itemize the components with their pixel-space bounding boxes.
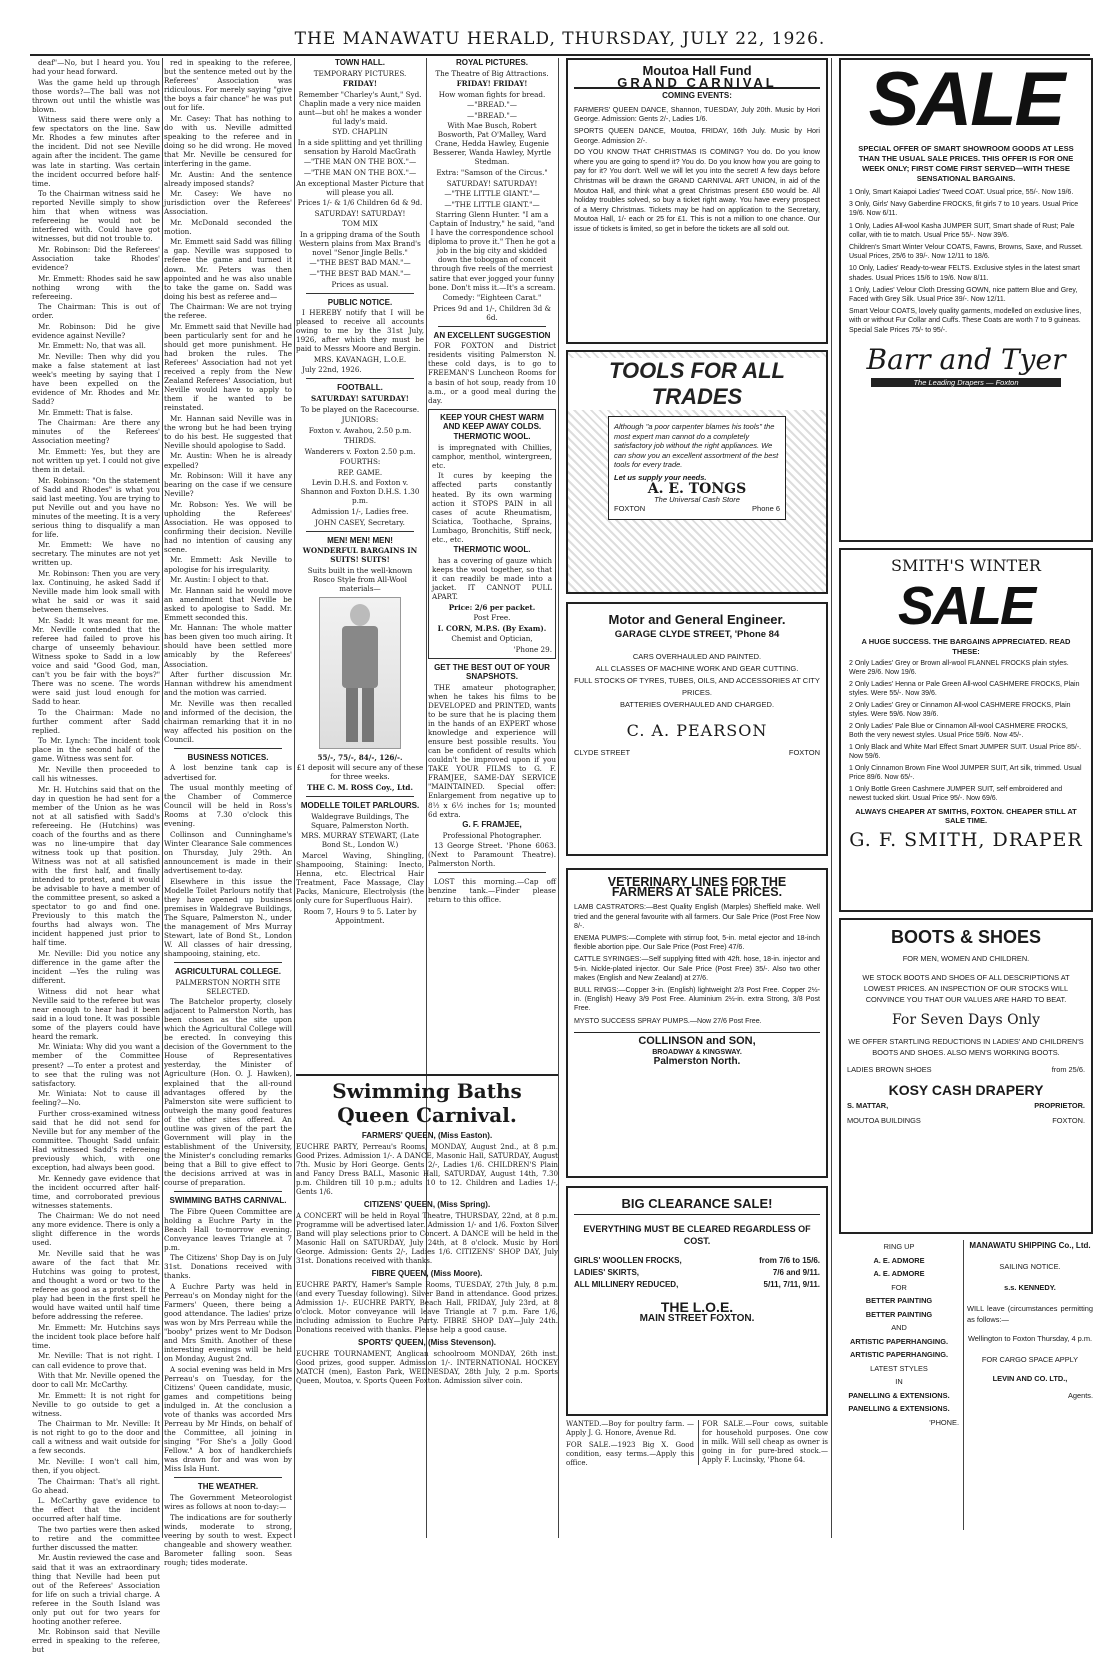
friday-banner: FRIDAY! [342,79,378,89]
smith-success: A HUGE SUCCESS. THE BARGAINS APPRECIATED. READ THESE: [861,637,1071,656]
thermo-corn: I. CORN, M.P.S. (By Exam). [437,623,547,633]
tools-store: The Universal Cash Store [654,494,740,504]
football-heading: FOOTBALL. [337,383,383,393]
clearance-row [574,1267,820,1279]
town-hall-line: TOM MIX [342,219,378,229]
shipping-ship: s.s. KENNEDY. [1004,1283,1056,1292]
article-paragraph: Mr. Casey: We have no jurisdiction over the Referees' Association. [164,189,292,217]
vet-item: CATTLE SYRINGES:—Self supplying fitted with 42ft. hose, 18-in. injector and 5-in. Nickle-plated injector. Our Sale Price (Post Free) 35/-. Also two other makes (English and New Zealand) at 27/6. [574,955,820,982]
town-hall-line: —"THE BEST BAD MAN."— [309,268,411,278]
article-paragraph: Mr. Emmett: No, that was all. [38,341,146,351]
swim-paragraph: A Euchre Party was held in Perreau's on Monday night for the Farmers' Queen, there being a good attendance. The ladies' prize was won by Mrs Perreau while the "booby" prizes went to Mr Dodson and Mrs Smith. Another of these interesting evenings will be held on Monday, August 2nd. [164,1282,292,1364]
admore-name1: A. E. ADMORE [873,1255,925,1265]
smith-item: 1 Only Cinnamon Brown Fine Wool JUMPER SUIT, Art silk, trimmed. Usual Price 89/6. Now 65/-. [849,765,1082,781]
admore-l6: PANELLING & EXTENSIONS. [848,1404,950,1413]
swim-carnival-title: Swimming Baths Queen Carnival. [332,1079,522,1127]
royal-line: With Mae Busch, Robert Bosworth, Pat O'Malley, Ward Crane, Hedda Hawley, Eugenie Besserer, Wanda Hawley, Myrtle Stedman. [432,121,552,167]
clearance-item: LADIES' SKIRTS, [574,1268,640,1277]
article-paragraph: To the Chairman witness said he reported Neville simply to show him that when witness was refereeing he would not be interfered with. Could have got witnesses, but did not trouble to. [32,189,160,244]
football-line: To be played on the Racecourse. [300,404,420,414]
football-line: Admission 1/-, Ladies free. [311,507,409,517]
modelle-heading: MODELLE TOILET PARLOURS. [300,801,420,811]
fibre-text: EUCHRE PARTY, Hamer's Sample Rooms, TUESDAY, 27th July, 8 p.m. (and every Tuesday following). Silver Band in attendance. Good prizes. Admission 1/-. EUCHRE PARTY, Beach Hall, FRIDAY, July 23rd, at 8 o'clock. Motor conveyance will leave Triangle at 7 p.m. Fare 1/6, including admission to Euchre Party. FIBRE SHOP DAY—July 24th. Donations received with thanks. Please help a good cause. [296,1280,558,1334]
motor-l1: CARS OVERHAULED AND PAINTED. [632,652,762,661]
modelle-room: Room 7, Hours 9 to 5. Later by Appointment. [303,906,417,925]
snapshots-heading: GET THE BEST OUT OF YOUR SNAPSHOTS. [434,663,550,682]
article-paragraph: Mr. Robinson said that Neville erred in speaking to the referee, but [32,1627,160,1654]
article-paragraph: To Mr. Lynch: The incident took place in the second half of the game. Witness was sent for. [32,736,160,764]
small-ads-right [698,1420,828,1465]
notice-text: I HEREBY notify that I will be pleased to receive all accounts owing to me by the 31st July, 1926, after which they must be paid to Messrs Moore and Bergin. [296,308,424,354]
article-paragraph: Mr. Neville was then recalled and informed of the decision, the chairman remarking that it in no way affected his position on the Council. [164,698,292,744]
admore-phone: 'PHONE. [929,1417,959,1427]
moutoa-p3: DO YOU KNOW THAT CHRISTMAS IS COMING? You do. Do you know where you are going to spend it? You do. Do you know how you are going to pay for it? You don't. Well we will let you into the secret! A few days before Christmas will be drawn the GRAND CARNIVAL ART UNION, in aid of the Moutoa Hall, and think what a great Christmas present £50 would be. All holiday troubles solved, so buy a ticket right away. You have every prospect of a Merry Christmas. Tickets may be had on application to the Secretary, Moutoa Hall, 1/- each or 25 for £1. This is not a million to one chance. Our issue of tickets is limited, so get in before the tickets are all sold out. [574,147,820,233]
smith-item: 2 Only Ladies' Pale Blue or Cinnamon All-wool CASHMERE FROCKS, Both the very newest styles. Usual Price 59/6. Now 45/-. [849,723,1068,739]
sale-special: SPECIAL OFFER OF SMART SHOWROOM GOODS AT LESS THAN THE USUAL SALE PRICES. THIS OFFER IS FOR ONE WEEK ONLY; FIRST COME FIRST SERVED—WITH THESE SENSATIONAL BARGAINS. [858,144,1074,183]
clearance-item: ALL MILLINERY REDUCED, [574,1280,679,1289]
excellent-text: FOR FOXTON and District residents visiting Palmerston N. these cold days, is to go to FREEMAN'S Luncheon Rooms for a basin of hot soup, ready from 10 a.m., or a good meal during the day. [428,341,556,405]
barr-tyer-logo: Barr and Tyer [866,342,1066,376]
smith-name: G. F. SMITH, DRAPER [849,829,1083,851]
smith-sale-ad [839,548,1093,912]
ross-name: THE C. M. ROSS Coy., Ltd. [307,783,413,793]
sale-word: SALE [868,57,1064,142]
article-paragraph: Mr. Neville then proceeded to call his witnesses. [32,765,160,784]
article-paragraph: To the Chairman: Made no further comment after Sadd replied. [32,707,160,735]
column-1 [32,58,160,1654]
forsale2-ad: FOR SALE.—Four cows, suitable for household purposes. One cow in milk. Will sell cheap as owner is going in for pure-bred stock.—Apply F. Lucinsky, 'Phone 64. [702,1420,828,1464]
article-paragraph: Mr. Austin: And the sentence already imposed stands? [164,169,292,188]
modelle-mgr: MRS. MURRAY STEWART, (Late Bond St., London W.) [301,831,419,850]
shipping-text: WILL leave (circumstances permitting as follows:— [967,1304,1093,1324]
moutoa-p1: FARMERS' QUEEN DANCE, Shannon, TUESDAY, July 20th. Music by Hori George. Admission: Gents 2/-, Ladies 1/6. [574,104,820,124]
boots-ladies: LADIES BROWN SHOES [847,1065,932,1074]
weather-paragraph: The Government Meteorologist wires as follows at noon to-day:— [164,1493,292,1512]
football-line: Levin D.H.S. and Foxton v. Shannon and Foxton D.H.S. 1.30 p.m. [300,478,420,506]
business-notices-heading: BUSINESS NOTICES. [187,752,269,762]
moutoa-ad [566,58,828,344]
suits-text: Suits built in the well-known Rosco Style from All-Wool materials— [307,565,413,593]
lost-notice: LOST this morning.—Cap off benzine tank.—Finder please return to this office. [428,877,556,905]
article-paragraph: Mr. Robinson: Did the Referees' Association take Rhodes' evidence? [32,244,160,273]
royal-line: —"THE LITTLE GIANT."— [444,189,540,199]
article-paragraph: The Chairman: That's all right. Go ahead. [32,1476,160,1495]
motor-street: CLYDE STREET [574,748,631,757]
town-hall-line: In a side splitting and yet thrilling sensation by Harold MacGrath [297,137,423,156]
article-paragraph: Mr. Robson: Yes. We will be upholding the Referees' Association. He was opposed to confirming their decision. Neville had no intention of causing any scene. [164,499,292,554]
boots-ladies-price: from 25/6. [1051,1065,1085,1074]
clearance-row [574,1255,820,1267]
article-paragraph: Mr. Neville: That is not right. I can call evidence to prove that. [32,1351,160,1370]
vet-title2: FARMERS AT SALE PRICES. [611,885,783,900]
kosy-town: FOXTON. [1052,1116,1085,1125]
article-paragraph: L. McCarthy gave evidence to the effect that the incident occurred after half time. [32,1496,160,1524]
column-2 [164,58,292,1567]
thermo-chem: Chemist and Optician, [451,634,533,644]
agri-paragraph: The Batchelor property, closely adjacent to Palmerston North, has been chosen as the site upon which the Agricultural College will be erected. In conveying this decision of the Government to the House of Representatives yesterday, the Minister of Agriculture (Hon. O. J. Hawken), explained that the all-round advantages offered by the Palmerston site were sufficient to outweigh the many good features of the other sites offered. An outline was given of the part the Government will play in the establishment of the University, the Minister's concluding remarks being that a Bill to give effect to the decisions arrived at was in course of preparation. [164,997,292,1188]
royal-line: Comedy: "Eighteen Carat." [442,293,542,303]
article-paragraph: Mr. Neville: Did you notice any difference in the game after the incident —Yes the ruling was different. [32,948,160,986]
barr-tyer-sub: The Leading Drapers — Foxton [871,378,1061,387]
suit-prices: 55/-, 75/-, 84/-, 126/-. [317,752,403,762]
smith-item: 2 Only Ladies' Grey or Brown all-wool FLANNEL FROCKS plain styles. Were 29/6. Now 19/6. [849,660,1069,676]
swim-paragraph: The Citizens' Shop Day is on July 31st. Donations received with thanks. [164,1253,292,1281]
football-line: JOHN CASEY, Secretary. [315,517,405,527]
article-paragraph: Mr. McDonald seconded the motion. [164,217,292,236]
moutoa-title: Moutoa Hall Fund [642,63,752,78]
thermo-p3: has a covering of gauze which keeps the wool together, so that it can readily be made into a jacket. IT CANNOT PULL APART. [432,555,552,602]
royal-heading: ROYAL PICTURES. [455,58,528,67]
article-paragraph: Mr. Emmett: It is not right for Neville to go outside to get a witness. [32,1390,160,1418]
article-paragraph: Mr. Neville: Then why did you make a false statement at last week's meeting by saying that I have been expelled on the evidence of Mr. Rhodes and Mr. Sadd? [32,351,160,407]
swimming-heading: SWIMMING BATHS CARNIVAL. [169,1196,287,1206]
article-paragraph: The Chairman: We do not need any more evidence. There is only a slight difference in the words used. [32,1211,160,1248]
farmers-queen: FARMERS' QUEEN, (Miss Easton). [361,1131,493,1140]
clearance-addr: MAIN STREET FOXTON. [639,1313,755,1324]
notice-date: July 22nd, 1926. [302,365,362,375]
article-paragraph: After further discussion Mr. Hannan withdrew his amendment and the motion was carried. [164,670,292,698]
temp-pictures: TEMPORARY PICTURES. [313,68,407,78]
admore-ad [839,1240,959,1530]
football-line: JUNIORS: [341,415,379,425]
admore-in: IN [895,1377,903,1386]
article-paragraph: The Chairman: Are there any minutes of the Referees' Association meeting? [32,418,160,446]
thermo-h2: THERMOTIC WOOL. [453,432,531,442]
moutoa-coming: COMING EVENTS: [662,91,732,101]
royal-line: How woman fights for bread. [438,89,546,99]
vet-item: LAMB CASTRATORS:—Best Quality English (Marples) Sheffield make. Well tried and the general favourite with all farmers. Our Sale Price (Post Free Now 8/-. [574,903,820,930]
shipping-agent: LEVIN AND CO. LTD., [992,1374,1068,1383]
admore-ring: RING UP [883,1242,915,1251]
royal-line: —"BREAD."— [467,110,517,120]
tools-panel [608,416,786,520]
weather-paragraph: The indications are for southerly winds, moderate to strong, veering by south to west. Expect changeable and showery weather. Barometer falling soon. Seas rough; tides moderate. [164,1512,292,1567]
framjee-addr: 13 George Street. 'Phone 6063. (Next to Paramount Theatre). Palmerston North. [428,841,556,869]
article-paragraph: Mr. Winiata: Not to cause ill feeling?—No. [32,1089,160,1108]
sale-item: 1 Only, Smart Kaiapoi Ladies' Tweed COAT. Usual price, 55/-. Now 19/6. [849,189,1074,196]
sale-item: Children's Smart Winter Velour COATS, Fawns, Browns, Saxe, and Russet. Usual Prices, 25/6 to 39/-. Now 12/11 to 18/6. [849,244,1083,261]
article-paragraph: Mr. Austin reviewed the case and said that it was an extraordinary thing that Neville had been put out of the Referees' Association for life on such a trivial charge. A referee in the South Island was only put out for two years for hooting another referee. [32,1553,160,1626]
clearance-title: BIG CLEARANCE SALE! [574,1198,820,1215]
modelle-addr: Waldegrave Buildings, The Square, Palmerston North. [311,811,409,830]
tools-name: A. E. TONGS [647,481,747,497]
barr-tyer-sale-ad [839,58,1093,542]
football-line: Wanderers v. Foxton 2.50 p.m. [304,446,416,456]
snap-text: THE amateur photographer, when he takes his films to be DEVELOPED and PRINTED, wants to be sure that he is placing them in the hands of an EXPERT whose knowledge and experience will ensure best possible results. You can be confident of results which couldn't be improved upon if you TAKE YOUR FILMS to G. F. FRAMJEE, SAME-DAY SERVICE "MAINTAINED. Special offer: Enlargement from negative up to 8½ x 6½ inches for 1s; mounted 6d extra. [428,682,556,819]
vet-town: Palmerston North. [653,1056,741,1068]
article-paragraph: Mr. Emmett: We have no secretary. The minutes are not yet written up. [32,540,160,568]
article-paragraph: Mr. Hannan: The whole matter has been given too much airing. It should have been settled more amicably by the Referees' Association. [164,623,292,669]
admore-latest: LATEST STYLES [870,1363,928,1373]
tools-cta: Let us supply your needs. [614,472,707,482]
thermo-ad [428,409,556,660]
town-hall-line: SATURDAY! SATURDAY! [314,208,406,218]
sale-item: 1 Only, Ladies All-wool Kasha JUMPER SUIT, Smart shade of Rust; Pale collar, with tie to match. Usual Price 55/-. Now 39/6. [849,222,1075,239]
article-paragraph: Mr. Casey: That has nothing to do with us. Neville admitted speaking to the referee and in doing so he did wrong. He moved that Mr. Neville be censured for interfering in the game. [164,113,292,169]
business-paragraph: Elsewhere in this issue the Modelle Toilet Parlours notify that they have opened up business premises in Waldegrave Buildings, The Square, Palmerston N., under the management of Mrs Murray Stewart, late of Bond St., London W. All classes of hair dressing, shampooing, staining, etc. [164,876,292,958]
fibre-queen: FIBRE QUEEN, (Miss Moore). [371,1269,483,1278]
article-paragraph: Mr. Robinson: Will it have any bearing on the case if we censure Neville? [164,471,292,499]
town-hall-line: —"THE BEST BAD MAN."— [309,258,411,268]
smith-item: 1 Only Bottle Green Cashmere JUMPER SUIT, self embroidered and newest tucked skirt. Usual Price 95/-. Now 69/6. [849,786,1063,802]
clearance-row [574,1279,820,1291]
article-paragraph: The Chairman: This is out of order. [32,302,160,321]
small-ads-left [566,1420,694,1468]
farmers-text: EUCHRE PARTY, Perreau's Rooms, MONDAY, August 2nd., at 8 p.m. Good Prizes. Admission 1/-. A DANCE, Masonic Hall, SATURDAY, August 7th. Music by Hori George. Gents 2/-, Ladies 1/6. CHILDREN'S Plain and Fancy Dress BALL, Masonic Hall, SATURDAY, August 14th, 7.30 p.m. Children till 10 p.m.; adults 10 to 12. Children and Ladies 1/-, Gents 1/6. [296,1142,558,1196]
business-paragraph: A lost benzine tank cap is advertised for. [164,763,292,782]
public-notice-heading: PUBLIC NOTICE. [327,297,393,307]
kosy-bldg: MOUTOA BUILDINGS [847,1116,921,1125]
article-paragraph: deaf"—No, but I heard you. You had your head forward. [32,58,160,77]
article-paragraph: Mr. Hannan said he would move an amendment that Neville be asked to apologise to Sadd. Mr. Emmett seconded this. [164,585,292,622]
thermo-p1: is impregnated with Chillies, camphor, menthol, wintergreen, etc. [432,442,552,470]
boots-ad [839,918,1093,1234]
article-paragraph: The Chairman: We are not trying the referee. [164,302,292,321]
smith-item: 1 Only Black and White Marl Effect Smart JUMPER SUIT. Usual Price 85/-. Now 59/6. [849,744,1082,760]
article-paragraph: Mr. Emmett said Sadd was filling a gap. Neville was supposed to referee the game and turned it down. Mr. Peters was then appointed and he was also unable to take the game on. Sadd was doing his best as referee and— [164,237,292,301]
admore-l3: ARTISTIC PAPERHANGING. [850,1336,948,1346]
clearance-price: 7/6 and 9/11. [772,1268,820,1277]
notice-sign: MRS. KAVANAGH, L.O.E. [313,354,407,364]
kosy-owner-title: PROPRIETOR. [1034,1101,1085,1110]
article-paragraph: Mr. Robinson: "On the statement of Sadd and Rhodes" is what you said last meeting. You are trying to put Neville out and you have no minutes of the meeting. It is a very serious thing to disqualify a man for life. [32,475,160,539]
football-sat: SATURDAY! SATURDAY! [311,394,409,403]
agricultural-college-heading: AGRICULTURAL COLLEGE. [175,966,281,976]
article-paragraph: Mr. Emmett: Rhodes said he saw nothing wrong with the refereeing. [32,273,160,301]
royal-line: Extra: "Samson of the Circus." [436,168,548,178]
clearance-price: 5/11, 7/11, 9/11. [763,1280,820,1289]
smith-always: ALWAYS CHEAPER AT SMITHS, FOXTON. CHEAPER STILL AT SALE TIME. [855,807,1077,825]
vet-addr: BROADWAY & KINGSWAY. [652,1048,742,1057]
sports-queen: SPORTS' QUEEN, (Miss Stevenson). [358,1338,496,1347]
article-paragraph: Mr. Neville: I won't call him, then, if you object. [32,1456,160,1476]
motor-l3: FULL STOCKS OF TYRES, TUBES, OILS, AND ACCESSORIES AT CITY PRICES. [574,676,820,697]
article-paragraph: Mr. Winiata: Why did you want a member of the Committee present? —To enter a protest and to see that the ruling was not satisfactory. [32,1042,160,1088]
vet-ad [566,868,828,1178]
motor-l2: ALL CLASSES OF MACHINE WORK AND GEAR CUTTING. [595,664,799,673]
thermo-phone: 'Phone 29. [513,644,552,654]
moutoa-p2: SPORTS QUEEN DANCE, Moutoa, FRIDAY, 16th July. Music by Hori George. Admission 2/-. [574,125,820,145]
men-banner: MEN! MEN! MEN! [327,535,393,545]
article-paragraph: Mr. Sadd: It was meant for me. Mr. Neville contended that the referee had failed to prove his charge of unseemly behaviour. Witness spoke to Sadd in a low voice and said "Good God, man, can't you be fair with the boys?" There was no scene. The words were said just loud enough for Sadd to hear. [32,615,160,707]
vet-item: ENEMA PUMPS:—Complete with stirrup foot, 5-in. metal ejector and 18-inch flexible abortion pipe. Our Sale Price (Post Free) 47/6. [574,934,820,952]
smith-item: 2 Only Ladies' Grey or Cinnamon All-wool CASHMERE FROCKS, Plain styles. Were 59/6. Now 39/6. [849,702,1071,718]
vet-item: BULL RINGS:—Copper 3-in. (English) lightweight 2/3 Post Free. Copper 2½-in. (English) Heavy 3/9 Post Free. Aluminium 2½-in. extra Strong, 3/8 Post Free. [574,986,820,1013]
vet-name: COLLINSON and SON, [574,1032,820,1046]
motor-title: Motor and General Engineer. [608,612,786,627]
article-paragraph: Witness did not hear what Neville said to the referee but was near enough to hear had it been said in a loud tone. It was possible some of the players could have heard the remark. [32,986,160,1041]
thermo-h3: THERMOTIC WOOL. [453,545,531,555]
shipping-cargo: FOR CARGO SPACE APPLY [981,1355,1079,1364]
article-paragraph: Mr. Robinson: Then you are very lax. Continuing, he asked Sadd if Neville made him look small with what he said or was it said between themselves. [32,569,160,615]
tools-title: TOOLS FOR ALL TRADES [568,358,826,410]
shipping-ad [963,1240,1093,1530]
football-line: REP. GAME. [337,467,383,477]
article-paragraph: Mr. Emmett: Mr. Hutchins says the incident took place before half time. [32,1322,160,1350]
town-hall-line: —"THE MAN ON THE BOX."— [303,157,417,167]
football-line: Foxton v. Awahou, 2.50 p.m. [308,425,412,435]
swim-carnival-ad [296,1074,558,1540]
royal-line: SATURDAY! SATURDAY! [446,178,538,188]
boots-p1: WE STOCK BOOTS AND SHOES OF ALL DESCRIPTIONS AT LOWEST PRICES. AN INSPECTION OF OUR STOCKS WILL CONVINCE YOU THAT OUR VALUES ARE HARD TO BEAT. [862,973,1070,1004]
swim-paragraph: A social evening was held in Mrs Perreau's on Tuesday, for the Citizens' Queen candidate, music, games and competitions being indulged in. At the conclusion a vote of thanks was accorded Mrs Perreau by Mr Hinds, on behalf of the Committee, all joining in singing "For She's a Jolly Good Fellow." A box of handkerchiefs was drawn for and was won by Miss Isla Hunt. [164,1364,292,1474]
smith-title: SMITH'S WINTER [891,556,1041,575]
framjee-name: G. F. FRAMJEE, [462,820,522,830]
clearance-name: THE L.O.E. [660,1299,734,1315]
kosy-owner: S. MATTAR, [847,1101,889,1110]
clearance-item: GIRLS' WOOLLEN FROCKS, [574,1256,682,1265]
wanted-ad: WANTED.—Boy for poultry farm. —Apply J. G. Honore, Avenue Rd. [566,1420,694,1437]
sports-text: EUCHRE TOURNAMENT, Anglican schoolroom MONDAY, 26th inst. Good prizes, good supper. Admission 1/-. INTERNATIONAL HOCKEY MATCH (men), Easton Park, WEDNESDAY, 28th July, 2 p.m. Sports Queen, Moutoa, v. Sports Queen Foxton. Admission silver coin. [296,1349,558,1385]
swim-paragraph: The Fibre Queen Committee are holding a Euchre Party in the Beach Hall to-morrow evening. Conveyance leaves Triangle at 7 p.m. [164,1206,292,1252]
thermo-p2: It cures by keeping the affected parts constantly heated. By its own warming action it STOPS PAIN in all cases of acute Rheumatism, Sciatica, Toothache, Sprains, Lumbago, Bronchitis, Stiff neck, etc., etc. [432,471,552,544]
royal-friday: FRIDAY! FRIDAY! [456,79,528,89]
royal-line: Prices 9d and 1/-, Children 3d & 6d. [433,303,551,322]
royal-line: —"BREAD."— [467,100,517,110]
admore-l2: BETTER PAINTING [865,1309,933,1319]
smith-item: 2 Only Ladies' Henna or Pale Green All-wool CASHMERE FROCKS, Plain styles. Were 55/-. Now 39/6. [849,681,1080,697]
motor-town: FOXTON [788,748,820,757]
clearance-sub: EVERYTHING MUST BE CLEARED REGARDLESS OF COST. [583,1224,811,1246]
royal-sub: The Theatre of Big Attractions. [435,68,549,78]
article-paragraph: Mr. Austin: When he is already expelled? [164,451,292,470]
motor-name: C. A. PEARSON [626,721,768,740]
moutoa-sub: GRAND CARNIVAL [574,78,820,90]
business-paragraph: Collinson and Cunninghame's Winter Clearance Sale commences on Thursday, July 29th. An announcement is made in their advertisement to-day. [164,829,292,875]
thermo-h1: KEEP YOUR CHEST WARM AND KEEP AWAY COLDS. [440,412,544,431]
column-4 [428,58,556,1068]
sale-item: 3 Only, Girls' Navy Gaberdine FROCKS, fit girls 7 to 10 years. Usual Price 19/6. Now 6/11. [849,201,1079,218]
tools-quote: Although "a poor carpenter blames his tools" the most expert man cannot do a completely satisfactory job without the right appliances. We can show you an excellent assortment of the best tools for every trade. [614,422,779,469]
town-hall-line: —"THE MAN ON THE BOX."— [303,168,417,178]
admore-l1: BETTER PAINTING [865,1296,933,1305]
boots-for: FOR MEN, WOMEN AND CHILDREN. [902,954,1030,963]
column-3 [296,58,424,1068]
shipping-title: MANAWATU SHIPPING Co., Ltd. [969,1241,1091,1250]
kosy-name: KOSY CASH DRAPERY [888,1082,1044,1098]
citizens-text: A CONCERT will be held in Royal Theatre, THURSDAY, 22nd, at 8 p.m. Programme will be advertised later. Admission 1/- and 1/6. Foxton Silver Band will play selections prior to Concert. A DANCE will be held in the Masonic Hall on SATURDAY, July 24th, at 8 o'clock. Music by Hori George. Admission: Gents 2/-, Ladies 1/6. CITIZENS' SHOP DAY, July 31st. Donations received with thanks. [296,1211,558,1265]
weather-heading: THE WEATHER. [197,1482,259,1492]
motor-sub: GARAGE CLYDE STREET, 'Phone 84 [614,629,780,640]
sale-item: 1 Only, Ladies' Velour Cloth Dressing GOWN, nice pattern Blue and Grey, Faced with Grey Silk. Usual Price 39/-. Now 12/11. [849,286,1078,304]
excellent-heading: AN EXCELLENT SUGGESTION [433,330,551,340]
sale-item: 10 Only, Ladies' Ready-to-wear FELTS. Exclusive styles in the latest smart shades. Usual Prices 15/6 to 19/6. Now 8/11. [849,265,1080,282]
article-paragraph: Mr. Emmett: Yes, but they are not written up yet. I could not give them in detail. [32,446,160,475]
football-line: THIRDS. [343,436,377,446]
town-hall-line: Prices 1/- & 1/6 Children 6d & 9d. [297,198,423,208]
tools-phone: Phone 6 [752,504,780,513]
royal-line: Starring Glenn Hunter. "I am a Captain of Industry," he said, "and I have the correspondence school diploma to prove it." Then he got a job in the big city and skidded down the toboggan of conceit through five reels of the merriest satire that ever jogged your funny bone. Don't miss it.—It's a scream. [428,210,556,292]
article-paragraph: Further cross-examined witness said that he did not send for Neville but for any member of the committee. Thought Sadd unfair. Had witnessed Sadd's refereeing previously which, with one exception, had always been good. [32,1108,160,1173]
men-sub: WONDERFUL BARGAINS IN SUITS! SUITS! [302,546,418,565]
motor-l4: BATTERIES OVERHAULED AND CHARGED. [619,700,775,709]
article-paragraph: Mr. Robinson: Did he give evidence against Neville? [32,321,160,340]
clearance-price: from 7/6 to 15/6. [759,1256,820,1265]
article-paragraph: Mr. Hannan said Neville was in the wrong but he had been trying to do his best. He suggested that Neville should apologise to Sadd. [164,413,292,450]
boots-seven: For Seven Days Only [891,1012,1041,1028]
sale-item: Smart Velour COATS, lovely quality garments, modelled on exclusive lines, with or without Fur Collar and Cuffs. These Coats are worth 7 to 9 guineas. Special Sale Prices 75/- to 95/-. [849,308,1082,334]
motor-ad [566,602,828,856]
article-paragraph: The two parties were then asked to retire and the committee further discussed the matter. [32,1524,160,1552]
article-paragraph: Witness said there were only a few spectators on the line. Saw Mr. Rhodes a few minutes after the incident. Did not see Neville again after the incident. The game was late in starting. Was certain the incident occurred before half-time. [32,115,160,188]
tools-ad [566,350,828,594]
admore-for: FOR [891,1282,907,1292]
town-hall-line: An exceptional Master Picture that will please you all. [296,178,424,197]
tools-town: FOXTON [614,504,646,513]
article-paragraph: Mr. Kennedy gave evidence that the incident occurred after half-time, and corroborated previous witnesses statements. [32,1173,160,1210]
article-paragraph: Was the game held up through those words?—The ball was not thrown out until the whistle was blown. [32,77,160,114]
article-paragraph: Mr. Emmett said that Neville had been particularly sent for and he should get more punishment. He had broken the rules. The Referees' Association had not yet received a reply from the New Zealand Referees' Association, but Neville would have to apply to them if he wanted to be reinstated. [164,321,292,413]
article-paragraph: Mr. Neville said that he was aware of the fact that Mr. Hutchins was going to protest, and thought a word or two to the referee as good as a protest. If the play had been in the first spell he would have waited until half time before addressing the referee. [32,1248,160,1322]
vet-item: MYSTO SUCCESS SPRAY PUMPS.—Now 27/6 Post Free. [574,1016,762,1025]
article-paragraph: red in speaking to the referee, but the sentence meted out by the Referees' Association was ridiculous. For merely saying "give the boys a fair chance" he was put out for life. [164,58,292,113]
admore-name2: A. E. ADMORE [873,1269,925,1278]
town-hall-heading: TOWN HALL. [334,58,386,67]
deposit-text: £1 deposit will secure any of these for three weeks. [296,763,424,782]
vet-title1: VETERINARY LINES FOR THE [607,875,787,889]
boots-title: BOOTS & SHOES [890,927,1042,947]
admore-and: AND [891,1323,907,1332]
article-paragraph: With that Mr. Neville opened the door to call Mr. McCarthy. [32,1371,160,1390]
framjee-sub: Professional Photographer. [442,830,542,840]
town-hall-line: SYD. CHAPLIN [332,127,388,137]
town-hall-line: In a gripping drama of the South Western plains from Max Brand's novel "Senor Jingle Bells." [299,229,421,257]
suit-man-illustration [319,597,401,749]
royal-line: —"THE LITTLE GIANT."— [444,199,540,209]
business-paragraph: The usual monthly meeting of the Chamber of Commerce Council will be held in Ross's Rooms at 7.30 o'clock this evening. [164,783,292,829]
boots-p2: WE OFFER STARTLING REDUCTIONS IN LADIES' AND CHILDREN'S BOOTS AND SHOES. ALSO MEN'S WORKING BOOTS. [848,1037,1084,1057]
article-paragraph: Mr. H. Hutchins said that on the day in question he had sent for a member of the Union as he was not at all satisfied with Sadd's refereeing. He (Hutchins) was coach of the fourths and as there was no line-umpire that day witness took up that position. Witness was not at all satisfied with the first half, and finally intended to protest, and it would be advisable to have a member of the committee present, so asked a spectator to go and find one. Previously to this match the fourths had always won. The incident happened just prior to half time. [32,784,160,948]
shipping-agents: Agents. [1067,1391,1093,1400]
article-paragraph: Mr. Emmett: Ask Neville to apologise for his irregularity. [164,555,292,574]
football-line: FOURTHS: [339,457,381,467]
forsale1-ad: FOR SALE.—1923 Big X. Good condition, easy terms.—Apply this office. [566,1441,694,1467]
modelle-text: Marcel Waving, Shingling, Shampooing, Staining: Inecto, Henna, etc. Electrical Hair Treatment, Face Massage, Clay Packs, Manicure, Electrolysis (the only cure for Superfluous Hair). [296,850,424,906]
citizens-queen: CITIZENS' QUEEN, (Miss Spring). [363,1200,491,1209]
admore-l4: ARTISTIC PAPERHANGING. [850,1350,948,1359]
smith-sale-word: SALE [897,576,1035,636]
article-paragraph: Mr. Austin: I object to that. [170,575,269,585]
thermo-price: Price: 2/6 per packet. [448,602,536,612]
town-hall-line: Prices as usual. [331,279,389,289]
article-paragraph: Mr. Emmett: That is false. [38,407,133,417]
thermo-post: Post Free. [473,613,511,623]
shipping-route: Wellington to Foxton Thursday, 4 p.m. [967,1334,1093,1343]
article-paragraph: The Chairman to Mr. Neville: It is not right to go to the door and call a witness and wait outside for a few seconds. [32,1419,160,1456]
town-hall-line: Remember "Charley's Aunt," Syd. Chaplin made a very nice maiden aunt—but oh! he makes a wonder ful lady's maid. [298,89,422,126]
agricultural-sub: PALMERSTON NORTH SITE SELECTED. [175,977,281,996]
clearance-ad [566,1186,828,1416]
shipping-notice: SAILING NOTICE. [999,1262,1061,1271]
masthead: THE MANAWATU HERALD, THURSDAY, JULY 22, 1926. [30,24,1090,56]
admore-l5: PANELLING & EXTENSIONS. [848,1390,950,1400]
